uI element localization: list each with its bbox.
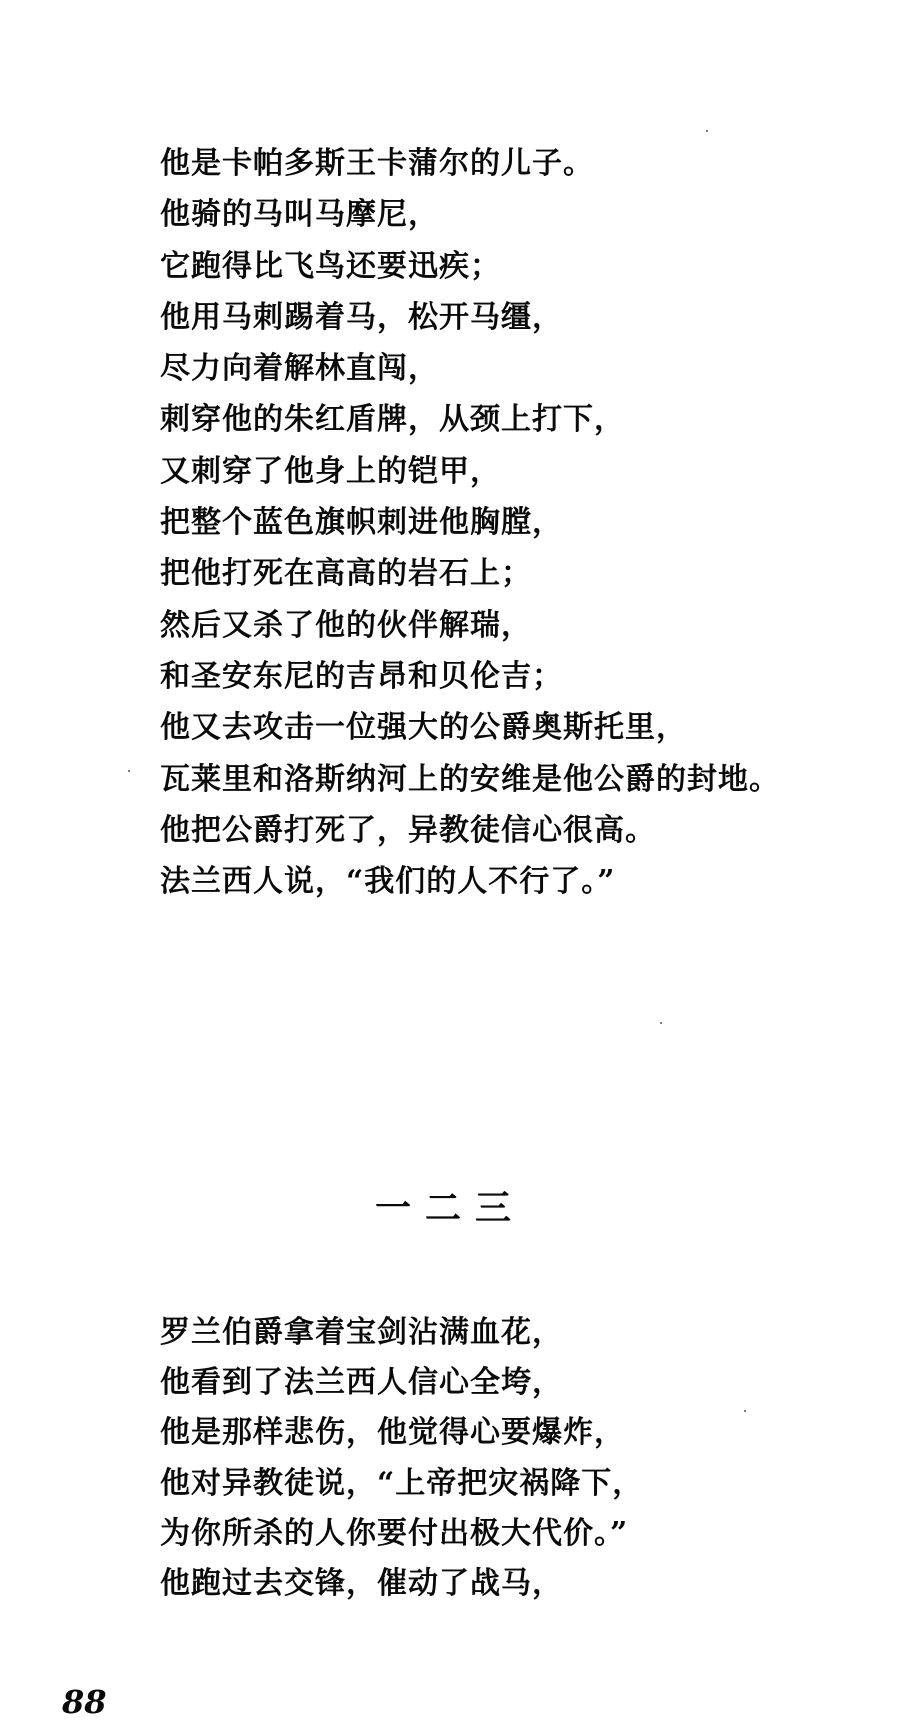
poem-line: 他对异教徒说，“上帝把灾祸降下， (160, 1465, 644, 1501)
scan-speck (660, 1022, 662, 1024)
poem-line: 刺穿他的朱红盾牌，从颈上打下， (160, 402, 625, 438)
poem-line: 他又去攻击一位强大的公爵奥斯托里， (160, 710, 687, 746)
page-number: 88 (62, 1683, 107, 1721)
poem-line: 尽力向着解林直闯， (160, 351, 439, 387)
poem-line: 他用马刺踢着马，松开马缰， (160, 299, 563, 335)
scan-speck (128, 770, 130, 772)
poem-line: 他把公爵打死了，异教徒信心很高。 (160, 812, 656, 848)
poem-line: 它跑得比飞鸟还要迅疾； (160, 248, 501, 284)
poem-line: 然后又杀了他的伙伴解瑞， (160, 607, 532, 643)
poem-line: 他骑的马叫马摩尼， (160, 197, 439, 233)
poem-stanza-2 (160, 1308, 643, 1609)
poem-line: 瓦莱里和洛斯纳河上的安维是他公爵的封地。 (160, 761, 780, 797)
poem-stanza-1 (160, 138, 780, 907)
scan-speck (706, 130, 708, 132)
poem-line: 他跑过去交锋，催动了战马， (160, 1565, 563, 1601)
poem-line: 罗兰伯爵拿着宝剑沾满血花， (160, 1315, 563, 1350)
poem-line: 和圣安东尼的吉昂和贝伦吉； (160, 658, 563, 694)
poem-line: 他看到了法兰西人信心全垮， (160, 1365, 563, 1401)
poem-line: 他是卡帕多斯王卡蒲尔的儿子。 (160, 146, 594, 181)
poem-line: 把整个蓝色旗帜刺进他胸膛， (160, 505, 563, 541)
poem-line: 他是那样悲伤，他觉得心要爆炸， (160, 1415, 625, 1451)
poem-line: 又刺穿了他身上的铠甲， (160, 453, 501, 489)
scan-speck (744, 1410, 746, 1412)
section-number-heading: 一二三 (374, 1187, 525, 1229)
poem-line: 为你所杀的人你要付出极大代价。” (160, 1515, 629, 1551)
poem-line: 把他打死在高高的岩石上； (160, 556, 532, 592)
poem-line: 法兰西人说，“我们的人不行了。” (160, 864, 616, 900)
